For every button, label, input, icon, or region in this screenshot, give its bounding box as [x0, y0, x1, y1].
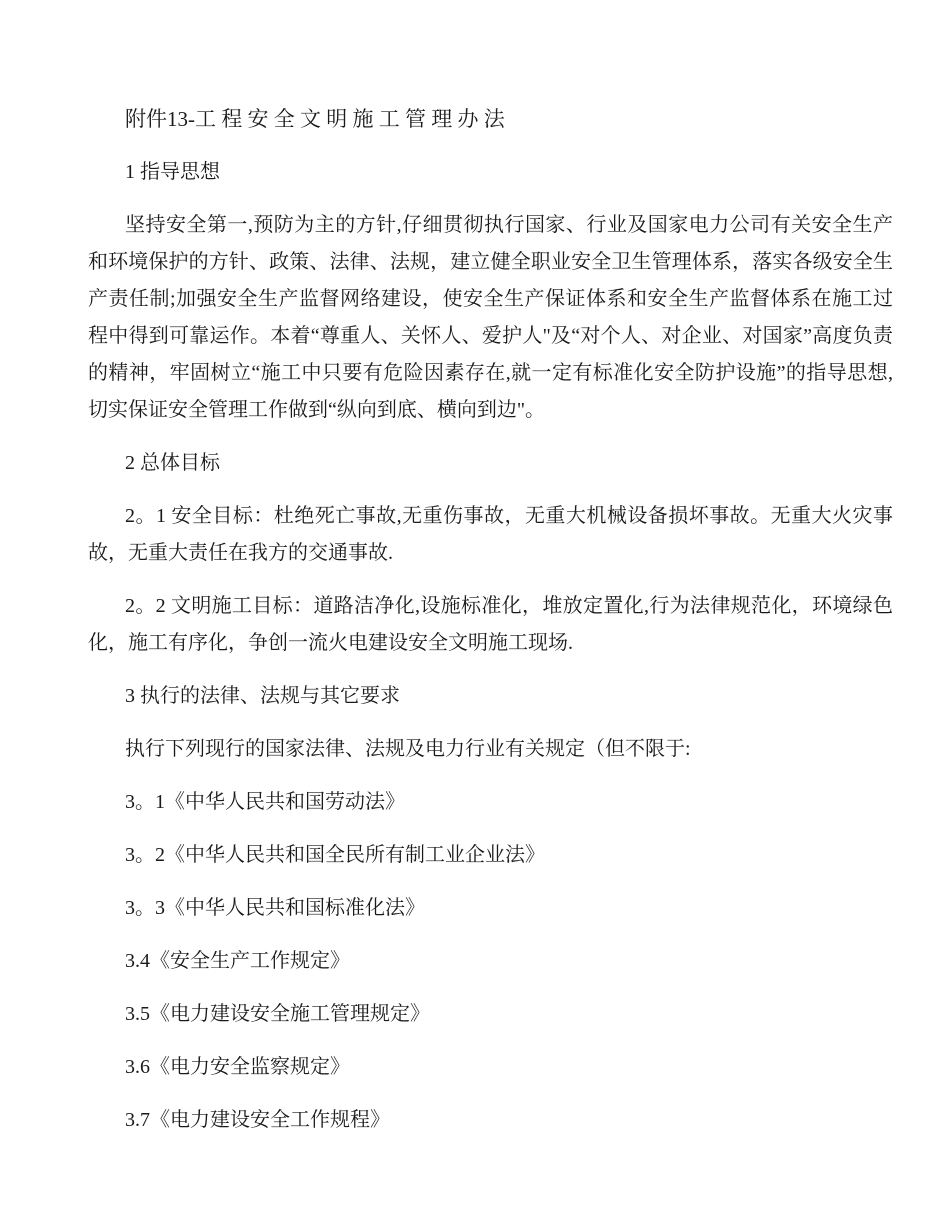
section-heading-guiding-ideology: 1 指导思想 — [125, 161, 220, 183]
list-item-regulation-power-construction-safety: 3.5《电力建设安全施工管理规定》 — [125, 1003, 430, 1025]
paragraph-safety-goal: 2。1 安全目标：杜绝死亡事故,无重伤事故，无重大机械设备损坏事故。无重大火灾事故，无重大责任在我方的交通事故. — [88, 505, 893, 564]
list-item-law-standardization: 3。3《中华人民共和国标准化法》 — [125, 897, 425, 919]
list-item-law-labor: 3。1《中华人民共和国劳动法》 — [125, 791, 405, 813]
document-title: 附件13-工 程 安 全 文 明 施 工 管 理 办 法 — [125, 107, 505, 131]
section-heading-overall-goals: 2 总体目标 — [125, 452, 220, 474]
section-heading-laws-regulations: 3 执行的法律、法规与其它要求 — [125, 685, 400, 707]
list-item-law-enterprise: 3。2《中华人民共和国全民所有制工业企业法》 — [125, 844, 545, 866]
paragraph-laws-intro: 执行下列现行的国家法律、法规及电力行业有关规定（但不限于: — [125, 738, 691, 760]
paragraph-guiding-ideology-body: 坚持安全第一,预防为主的方针,仔细贯彻执行国家、行业及国家电力公司有关安全生产和环境保护的方针、政策、法律、法规，建立健全职业安全卫生管理体系，落实各级安全生产责任制;加强安全生产监督网络建设，使安全生产保证体系和安全生产监督体系在施工过程中得到可靠运作。本着“尊重人、关怀人、爱护人"及“对个人、对企业、对国家”高度负责的精神，牢固树立“施工中只要有危险因素存在,就一定有标准化安全防护设施”的指导思想,切实保证安全管理工作做到“纵向到底、横向到边"。 — [88, 214, 893, 421]
list-item-regulation-power-safety-supervision: 3.6《电力安全监察规定》 — [125, 1056, 350, 1078]
list-item-regulation-power-construction-work-rules: 3.7《电力建设安全工作规程》 — [125, 1109, 390, 1131]
list-item-regulation-safety-production: 3.4《安全生产工作规定》 — [125, 950, 350, 972]
paragraph-civilized-construction-goal: 2。2 文明施工目标：道路洁净化,设施标准化，堆放定置化,行为法律规范化，环境绿色化，施工有序化，争创一流火电建设安全文明施工现场. — [88, 595, 893, 654]
